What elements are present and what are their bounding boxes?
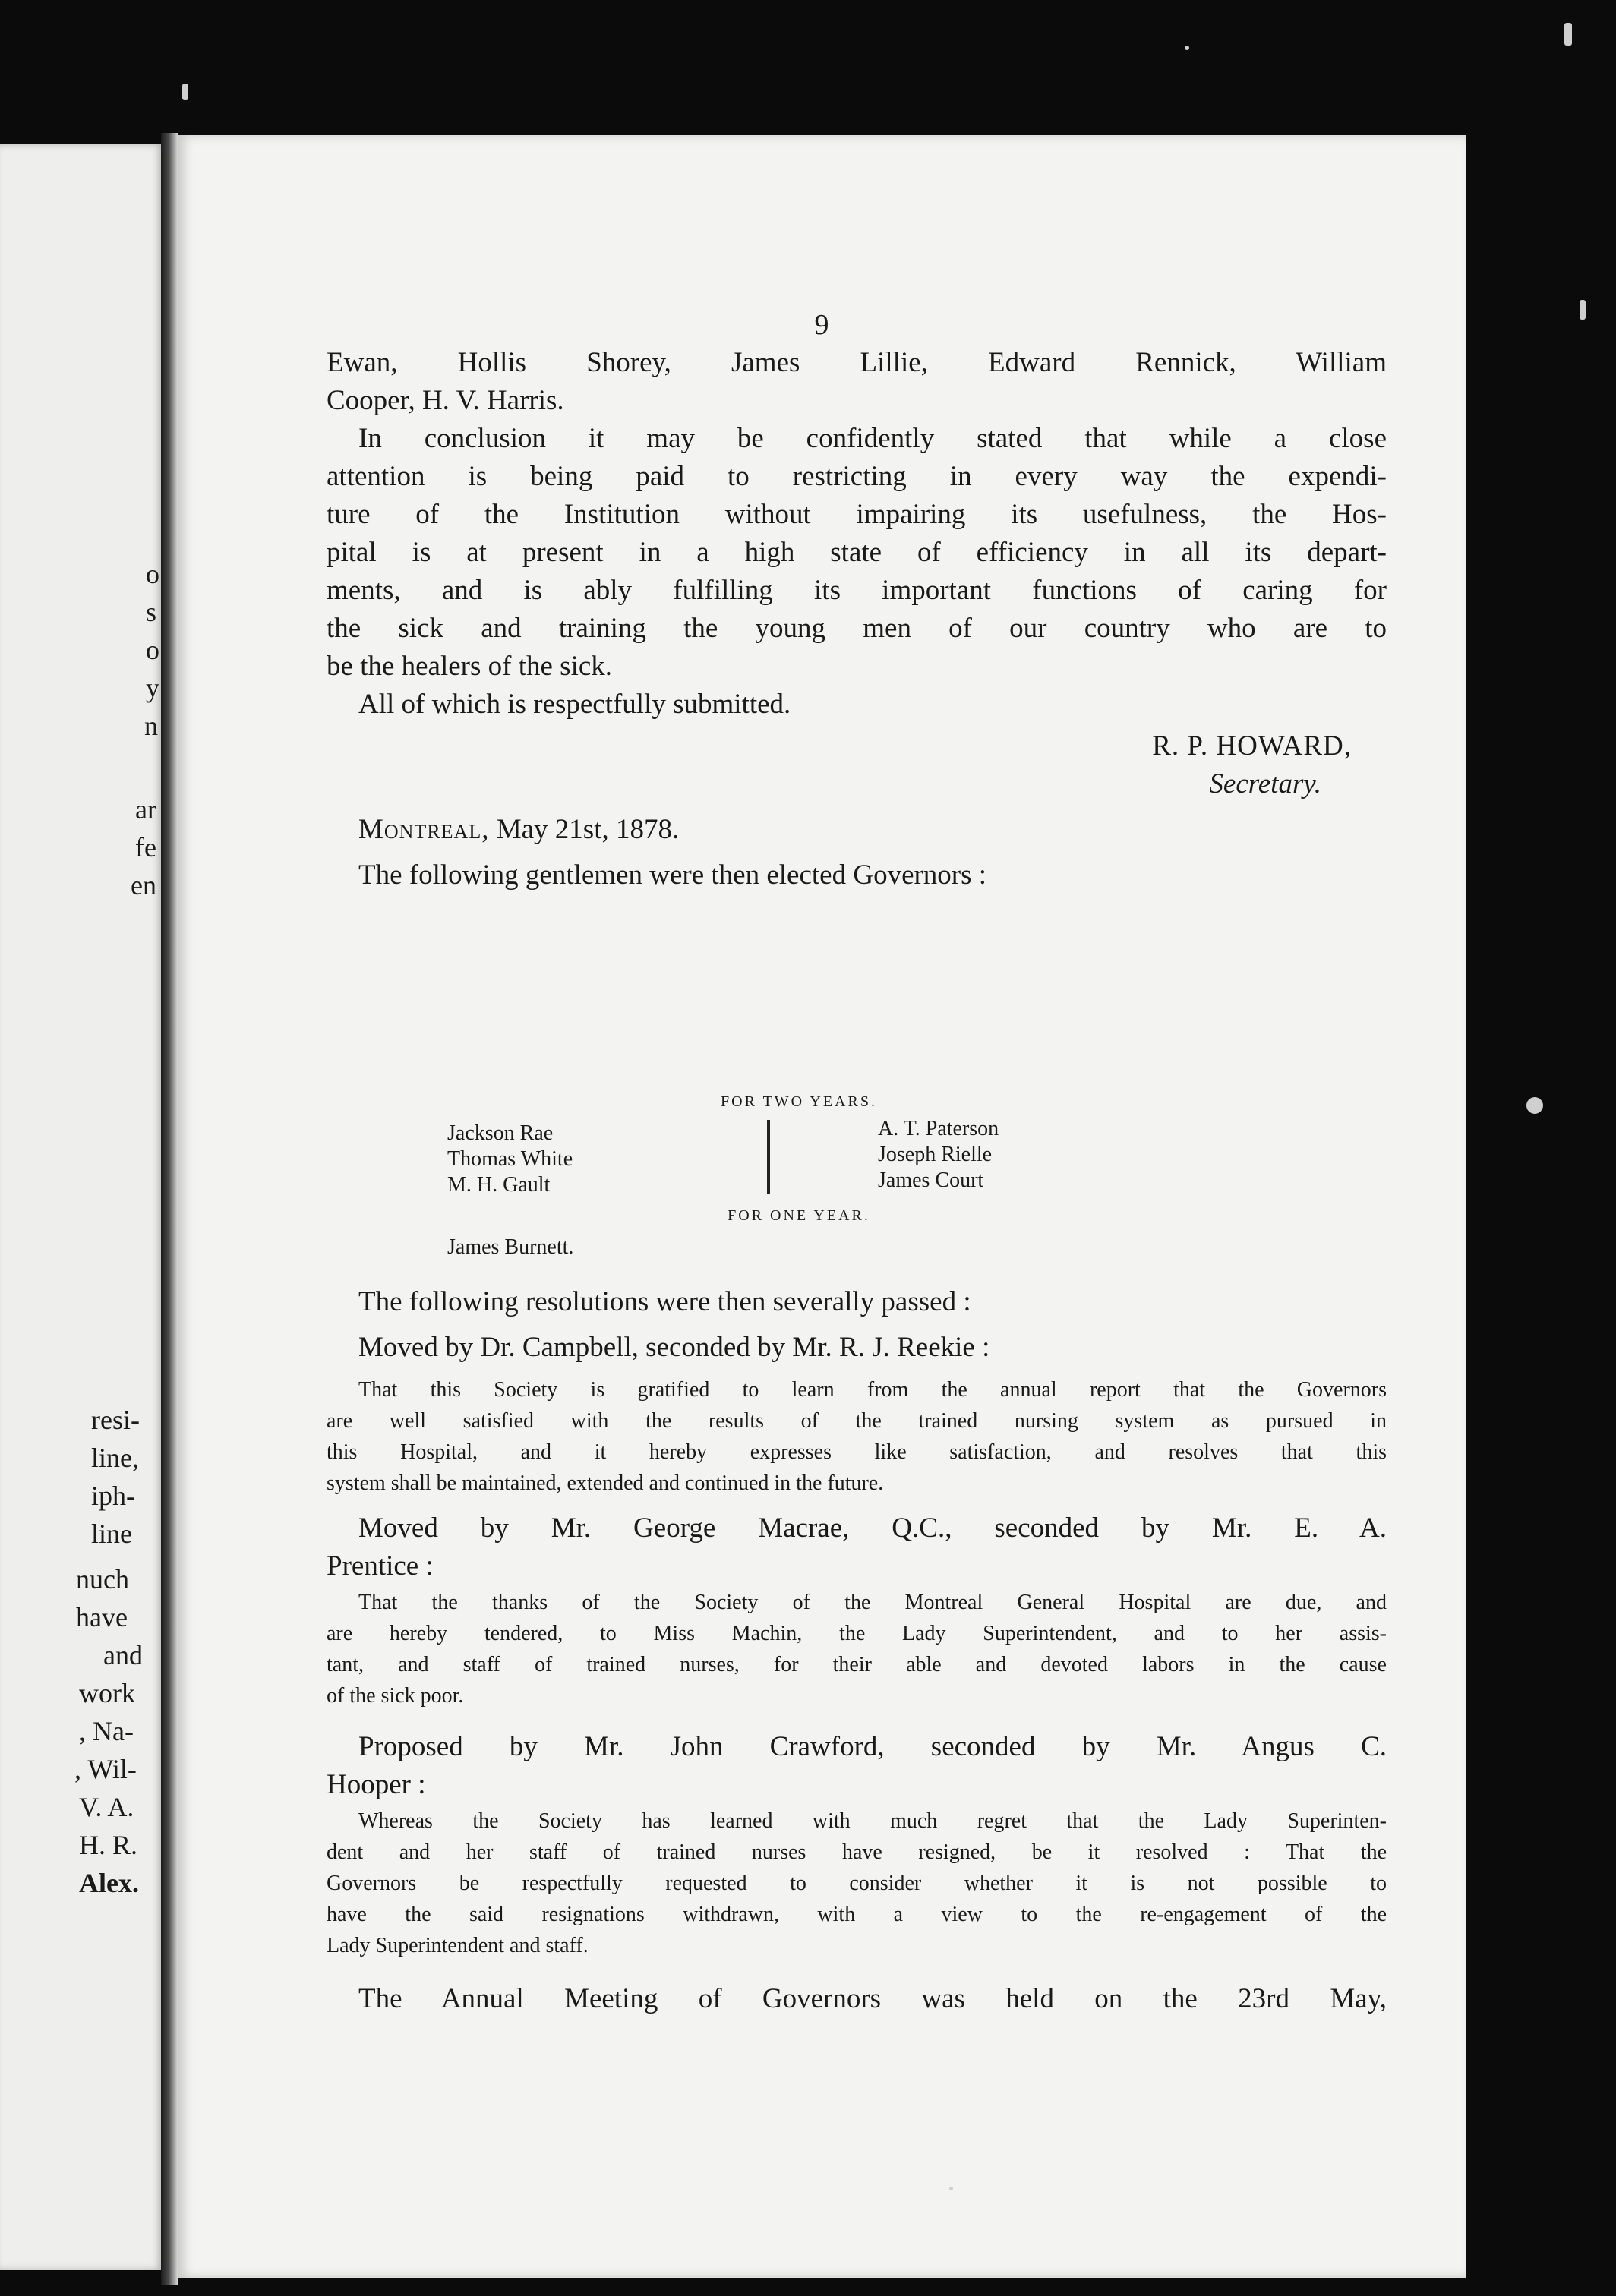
text-line: pital is at present in a high state of efficiency in all its depart- [327, 537, 1387, 568]
signature-name: R. P. HOWARD, [1152, 730, 1352, 762]
motion3-line: dent and her staff of trained nurses have resigned, be it resolved : That the [327, 1840, 1387, 1864]
motion3-line: Whereas the Society has learned with much regret that the Lady Superinten- [358, 1809, 1387, 1833]
governor-name: A. T. Paterson [878, 1117, 999, 1140]
document-page [178, 135, 1466, 2278]
left-fragment: have [76, 1602, 128, 1632]
left-fragment: n [144, 711, 158, 741]
text-line: ments, and is ably fulfilling its important functions of caring for [327, 575, 1387, 606]
governor-name: M. H. Gault [447, 1173, 551, 1197]
left-fragment: H. R. [79, 1830, 138, 1860]
motion3-line: Governors be respectfully requested to consider whether it is not possible to [327, 1872, 1387, 1895]
motion1-line: That this Society is gratified to learn from the annual report that the Governors [358, 1378, 1387, 1402]
governor-name: James Court [878, 1168, 984, 1192]
two-years-left-list [447, 1121, 573, 1198]
one-year-list [447, 1235, 573, 1260]
motion3-line: have the said resignations withdrawn, with a view to the re-engagement of the [327, 1903, 1387, 1926]
left-fragment: line [91, 1519, 132, 1549]
left-fragment: y [146, 673, 159, 703]
motion1-line: are well satisfied with the results of the trained nursing system as pursued in [327, 1409, 1387, 1433]
text-line: Ewan, Hollis Shorey, James Lillie, Edward Rennick, William [327, 347, 1387, 378]
left-fragment: , Wil- [74, 1754, 137, 1784]
left-fragment: en [131, 870, 156, 900]
governor-name: Joseph Rielle [878, 1143, 993, 1166]
left-fragment: iph- [91, 1481, 135, 1511]
motion2-line: That the thanks of the Society of the Montreal General Hospital are due, and [358, 1591, 1387, 1614]
text-line: ture of the Institution without impairing its usefulness, the Hos- [327, 499, 1387, 530]
scan-speck [949, 2187, 953, 2190]
dateline [327, 811, 1387, 849]
scan-speck [1580, 300, 1586, 320]
governor-name: Jackson Rae [447, 1121, 554, 1145]
left-fragment: ar [135, 794, 156, 825]
motion1-line: system shall be maintained, extended and continued in the future. [327, 1471, 884, 1495]
left-fragment: line, [91, 1443, 139, 1473]
text-line: the sick and training the young men of our country who are to [327, 613, 1387, 644]
left-fragment: work [79, 1678, 135, 1708]
submitted-line: All of which is respectfully submitted. [358, 689, 791, 720]
column-divider [767, 1120, 770, 1194]
scan-speck [1526, 1097, 1543, 1114]
motion3-heading: Proposed by Mr. John Crawford, seconded by Mr. Angus C. [358, 1731, 1387, 1762]
signature-title: Secretary. [1209, 768, 1321, 800]
motion2-heading: Moved by Mr. George Macrae, Q.C., seconded by Mr. E. A. [358, 1512, 1387, 1544]
left-fragment: o [146, 559, 159, 589]
text-line: attention is being paid to restricting in every way the expendi- [327, 461, 1387, 492]
page-number: 9 [814, 309, 829, 341]
two-years-heading: FOR TWO YEARS. [721, 1093, 877, 1110]
left-fragment: fe [135, 832, 156, 863]
motion1-line: this Hospital, and it hereby expresses like satisfaction, and resolves that this [327, 1440, 1387, 1464]
left-fragment: Alex. [79, 1868, 139, 1898]
left-fragment: nuch [76, 1564, 129, 1594]
two-years-right-list [878, 1116, 999, 1194]
motion2-line: of the sick poor. [327, 1684, 464, 1708]
text-line: be the healers of the sick. [327, 651, 613, 682]
motion2-line: are hereby tendered, to Miss Machin, the Lady Superintendent, and to her assis- [327, 1622, 1387, 1645]
elected-intro: The following gentlemen were then elected Governors : [358, 859, 987, 891]
resolutions-intro: The following resolutions were then severally passed : [358, 1286, 971, 1317]
motion1-heading: Moved by Dr. Campbell, seconded by Mr. R. J. Reekie : [358, 1332, 990, 1363]
governor-name: James Burnett. [447, 1235, 574, 1259]
text-line: Cooper, H. V. Harris. [327, 385, 564, 416]
text-line: In conclusion it may be confidently stated that while a close [358, 423, 1387, 454]
left-fragment: s [146, 597, 157, 627]
motion2-heading: Prentice : [327, 1550, 434, 1582]
closing-line: The Annual Meeting of Governors was held on the 23rd May, [358, 1983, 1387, 2014]
motion3-line: Lady Superintendent and staff. [327, 1934, 589, 1957]
dateline-place: Montreal, [358, 814, 490, 845]
left-fragment: o [146, 635, 159, 665]
left-fragment: and [103, 1640, 143, 1670]
scan-speck [1564, 23, 1572, 46]
one-year-heading: FOR ONE YEAR. [728, 1207, 870, 1224]
left-facing-page [0, 144, 163, 2270]
left-fragment: , Na- [79, 1716, 134, 1746]
dateline-date: May 21st, 1878. [489, 814, 680, 845]
scan-speck [182, 84, 188, 100]
motion3-heading: Hooper : [327, 1769, 426, 1800]
left-fragment: resi- [91, 1405, 140, 1435]
left-fragment: V. A. [79, 1792, 134, 1822]
governor-name: Thomas White [447, 1147, 573, 1171]
scan-speck [1185, 46, 1189, 50]
motion2-line: tant, and staff of trained nurses, for their able and devoted labors in the cause [327, 1653, 1387, 1676]
